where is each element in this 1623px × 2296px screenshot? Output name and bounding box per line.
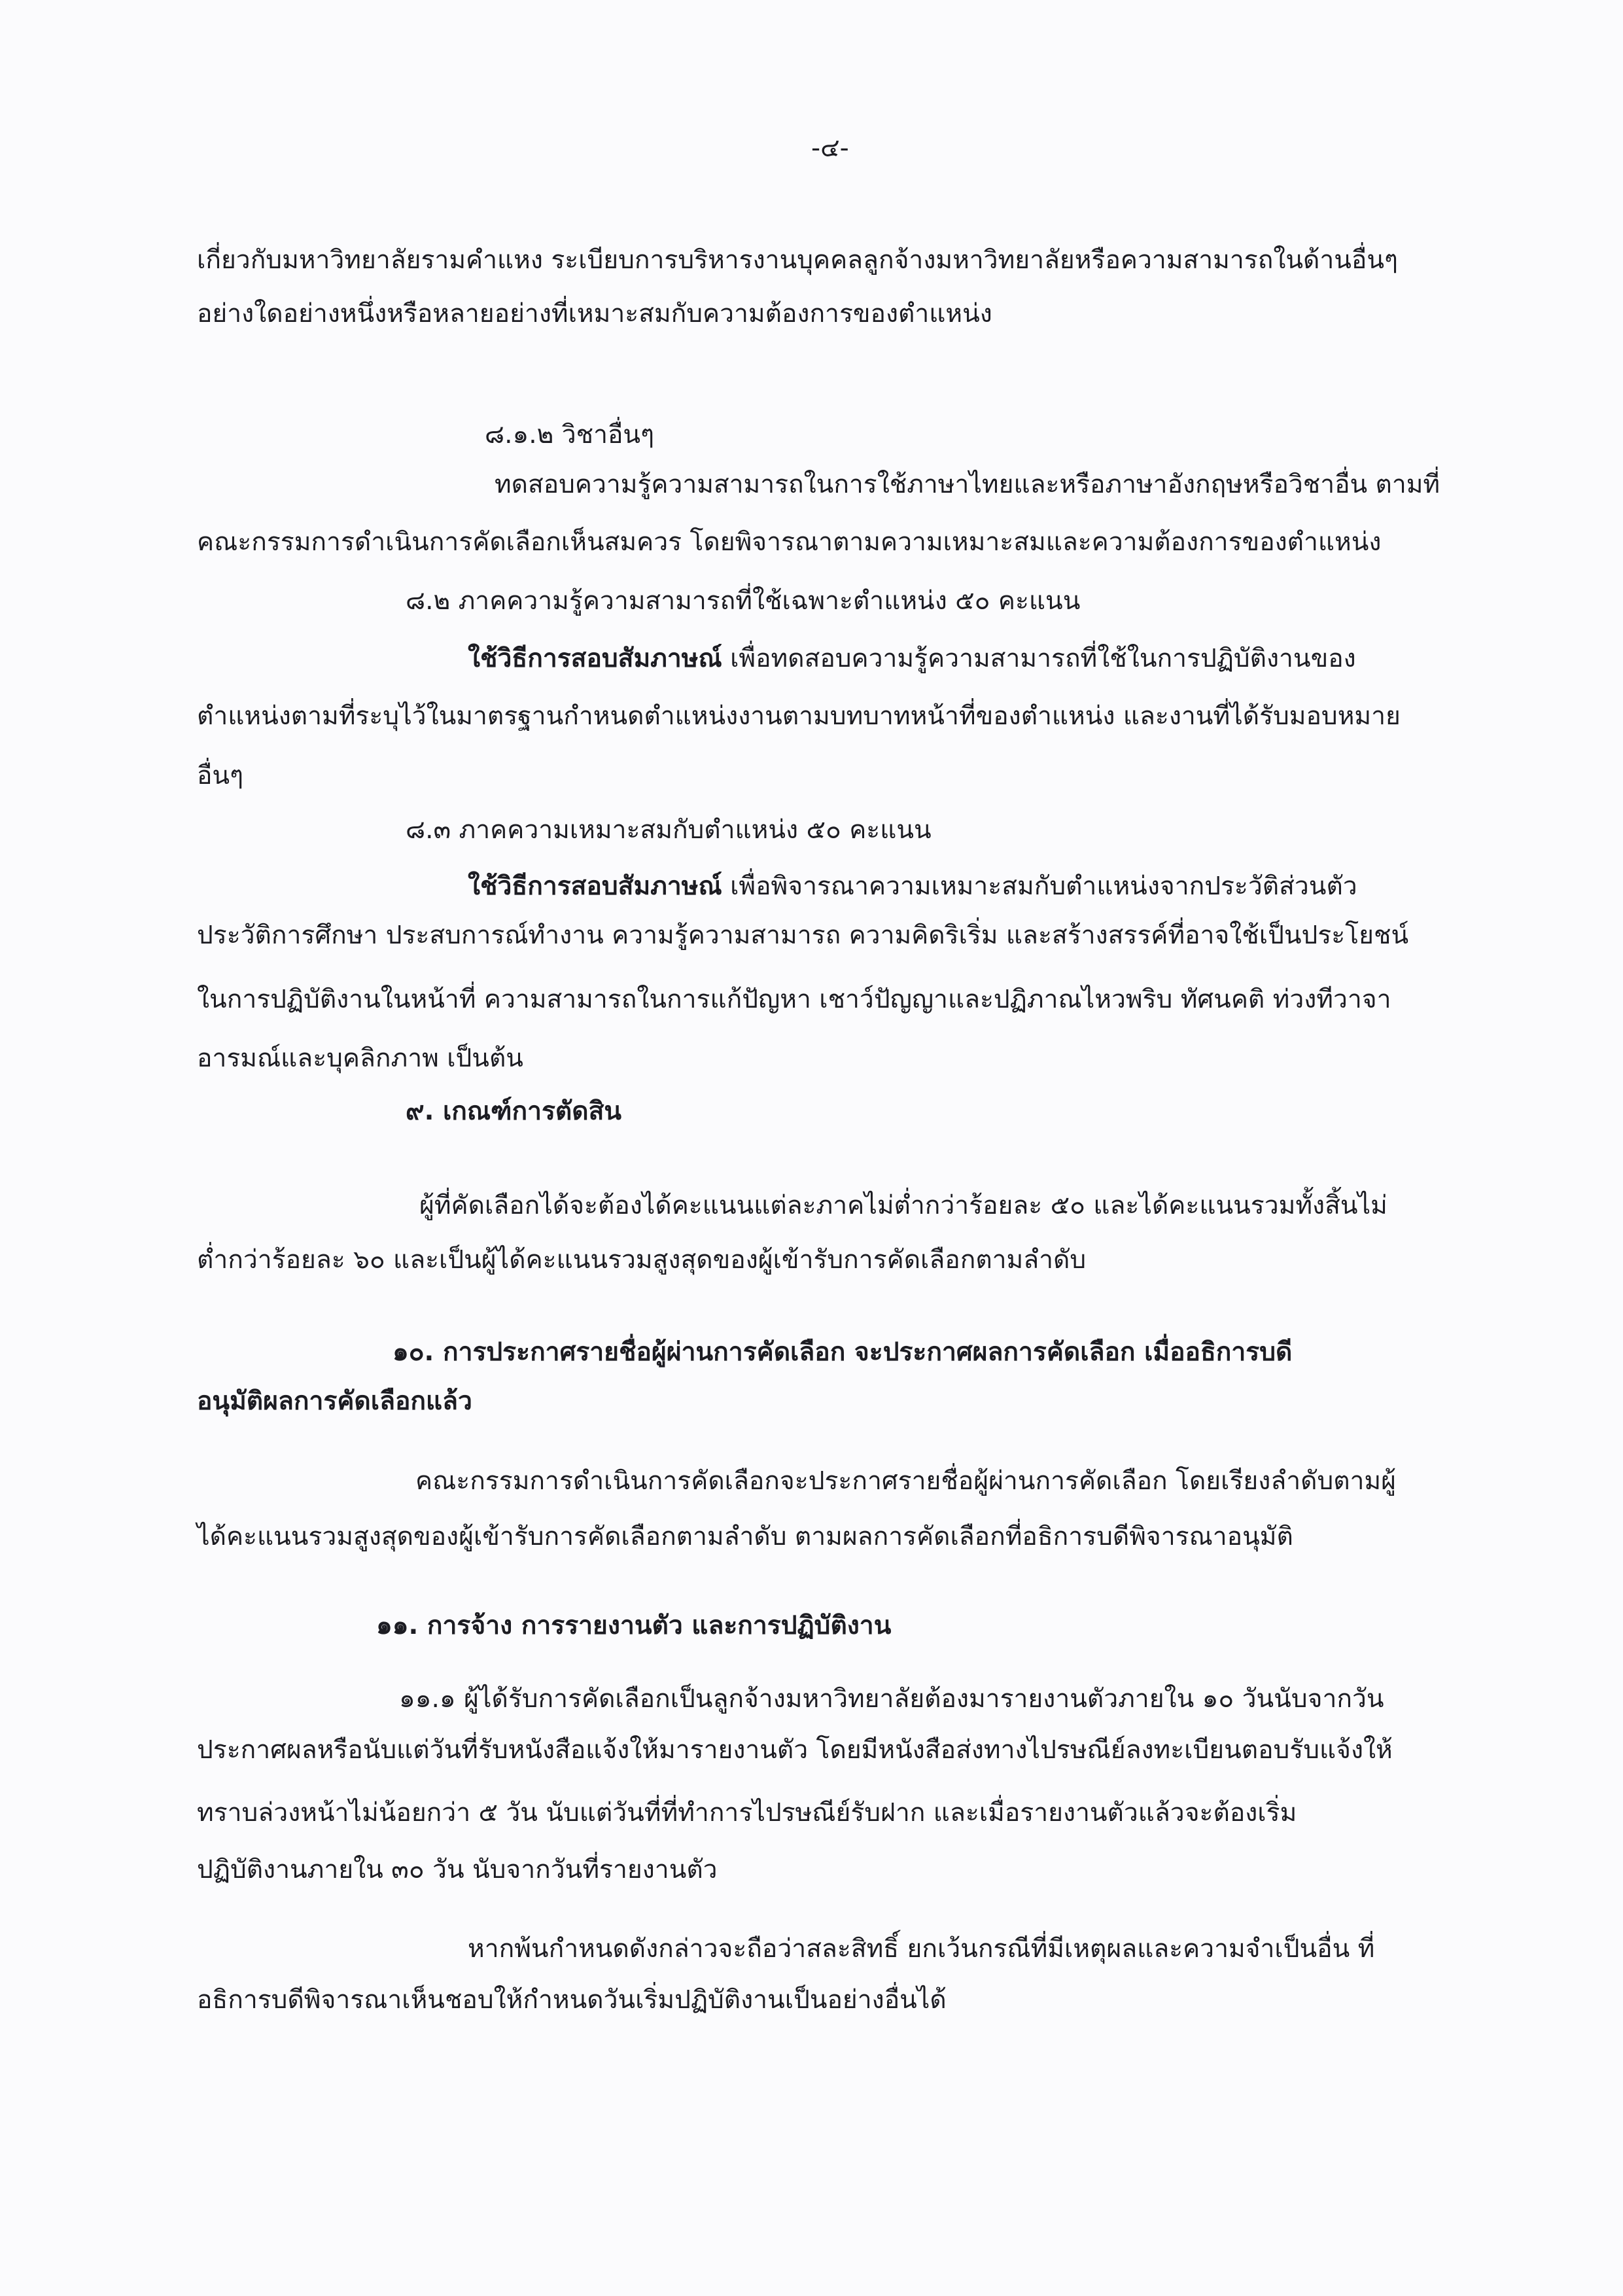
section-8-3-bold-lead: ใช้วิธีการสอบสัมภาษณ์ xyxy=(468,872,722,901)
section-11-1-line-3: ทราบล่วงหน้าไม่น้อยกว่า ๕ วัน นับแต่วันที่ที่ทำการไปรษณีย์รับฝาก และเมื่อรายงานตัวแล้วจะต้องเริ่ม xyxy=(197,1798,1297,1828)
section-9-line-2: ต่ำกว่าร้อยละ ๖๐ และเป็นผู้ได้คะแนนรวมสูงสุดของผู้เข้ารับการคัดเลือกตามลำดับ xyxy=(197,1245,1087,1275)
section-10-heading-line-1: ๑๐. การประกาศรายชื่อผู้ผ่านการคัดเลือก จะประกาศผลการคัดเลือก เมื่ออธิการบดี xyxy=(393,1337,1293,1367)
section-8-2-line-1 xyxy=(468,646,1356,671)
section-8-2-line-2: ตำแหน่งตามที่ระบุไว้ในมาตรฐานกำหนดตำแหน่งงานตามบทบาทหน้าที่ของตำแหน่ง และงานที่ได้รับมอบหมาย xyxy=(197,701,1401,731)
section-8-3-line-1-rest: เพื่อพิจารณาความเหมาะสมกับตำแหน่งจากประวัติส่วนตัว xyxy=(722,872,1357,901)
section-8-1-2-heading: ๘.๑.๒ วิชาอื่นๆ xyxy=(485,420,655,450)
section-8-2-heading: ๘.๒ ภาคความรู้ความสามารถที่ใช้เฉพาะตำแหน่ง ๕๐ คะแนน xyxy=(406,586,1081,616)
section-8-3-line-2: ประวัติการศึกษา ประสบการณ์ทำงาน ความรู้ความสามารถ ความคิดริเริ่ม และสร้างสรรค์ที่อาจใช้เป็นประโยชน์ xyxy=(197,921,1409,950)
section-11-1-line-4: ปฏิบัติงานภายใน ๓๐ วัน นับจากวันที่รายงานตัว xyxy=(197,1855,718,1884)
section-8-1-2-line-1: ทดสอบความรู้ความสามารถในการใช้ภาษาไทยและหรือภาษาอังกฤษหรือวิชาอื่น ตามที่ xyxy=(495,470,1440,499)
section-11-1-line-2: ประกาศผลหรือนับแต่วันที่รับหนังสือแจ้งให้มารายงานตัว โดยมีหนังสือส่งทางไปรษณีย์ลงทะเบียนตอบรับแจ้งให้ xyxy=(197,1735,1393,1765)
section-8-1-2-line-2: คณะกรรมการดำเนินการคัดเลือกเห็นสมควร โดยพิจารณาตามความเหมาะสมและความต้องการของตำแหน่ง xyxy=(197,527,1382,557)
section-8-3-line-4: อารมณ์และบุคลิกภาพ เป็นต้น xyxy=(197,1044,523,1073)
section-8-3-line-3: ในการปฏิบัติงานในหน้าที่ ความสามารถในการแก้ปัญหา เชาว์ปัญญาและปฏิภาณไหวพริบ ทัศนคติ ท่วงทีวาจา xyxy=(197,985,1391,1014)
section-11-heading: ๑๑. การจ้าง การรายงานตัว และการปฏิบัติงาน xyxy=(376,1611,892,1640)
section-8-3-line-1 xyxy=(468,874,1357,899)
section-8-2-line-3: อื่นๆ xyxy=(197,761,244,790)
section-8-3-heading: ๘.๓ ภาคความเหมาะสมกับตำแหน่ง ๕๐ คะแนน xyxy=(406,815,932,845)
section-10-line-2: ได้คะแนนรวมสูงสุดของผู้เข้ารับการคัดเลือกตามลำดับ ตามผลการคัดเลือกที่อธิการบดีพิจารณาอนุมัติ xyxy=(197,1522,1293,1551)
intro-line-1: เกี่ยวกับมหาวิทยาลัยรามคำแหง ระเบียบการบริหารงานบุคคลลูกจ้างมหาวิทยาลัยหรือความสามารถในด้านอื่นๆ xyxy=(197,245,1398,275)
page-number: -๔- xyxy=(811,133,849,163)
section-8-2-line-1-rest: เพื่อทดสอบความรู้ความสามารถที่ใช้ในการปฏิบัติงานของ xyxy=(722,644,1356,673)
intro-line-2: อย่างใดอย่างหนึ่งหรือหลายอย่างที่เหมาะสมกับความต้องการของตำแหน่ง xyxy=(197,299,992,328)
section-10-line-1: คณะกรรมการดำเนินการคัดเลือกจะประกาศรายชื่อผู้ผ่านการคัดเลือก โดยเรียงลำดับตามผู้ xyxy=(415,1466,1396,1496)
section-11-para2-line-2: อธิการบดีพิจารณาเห็นชอบให้กำหนดวันเริ่มปฏิบัติงานเป็นอย่างอื่นได้ xyxy=(197,1985,947,2015)
section-9-line-1: ผู้ที่คัดเลือกได้จะต้องได้คะแนนแต่ละภาคไม่ต่ำกว่าร้อยละ ๕๐ และได้คะแนนรวมทั้งสิ้นไม่ xyxy=(419,1191,1387,1220)
section-8-2-bold-lead: ใช้วิธีการสอบสัมภาษณ์ xyxy=(468,644,722,673)
section-11-para2-line-1: หากพ้นกำหนดดังกล่าวจะถือว่าสละสิทธิ์ ยกเว้นกรณีที่มีเหตุผลและความจำเป็นอื่น ที่ xyxy=(468,1934,1375,1964)
section-11-1-line-1: ๑๑.๑ ผู้ได้รับการคัดเลือกเป็นลูกจ้างมหาวิทยาลัยต้องมารายงานตัวภายใน ๑๐ วันนับจากวัน xyxy=(399,1684,1384,1714)
section-10-heading-line-2: อนุมัติผลการคัดเลือกแล้ว xyxy=(197,1386,472,1416)
section-9-heading: ๙. เกณฑ์การตัดสิน xyxy=(406,1097,622,1126)
